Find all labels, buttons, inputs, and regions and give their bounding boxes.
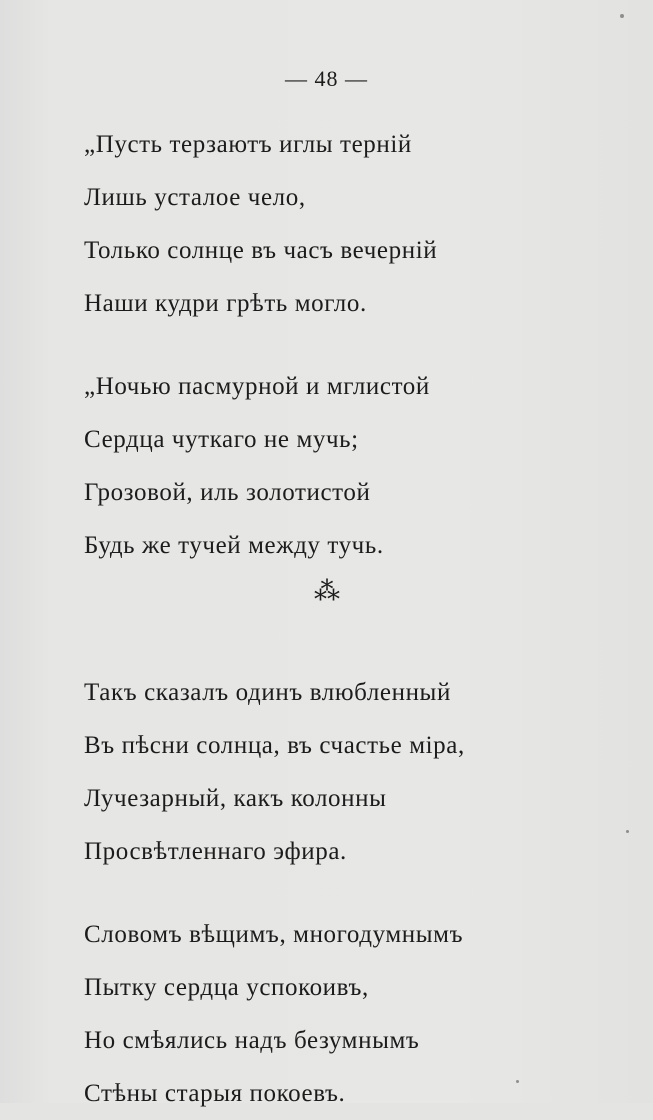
poem-line: Грозовой, иль золотистой: [84, 479, 371, 506]
poem-line: Но смѣялись надъ безумнымъ: [84, 1027, 420, 1054]
poem-line: Въ пѣсни солнца, въ счастье міра,: [84, 732, 465, 759]
poem-line: Только солнце въ часъ вечерній: [84, 237, 438, 264]
stanza-2: [84, 360, 604, 572]
poem-line: Лишь усталое чело,: [84, 184, 306, 211]
poem-line: Наши кудри грѣть могло.: [84, 290, 367, 317]
stanza-4: [84, 908, 604, 1120]
stanza-gap: [84, 878, 604, 908]
poem-line: Сердца чуткаго не мучь;: [84, 426, 359, 453]
poem-line: „Ночью пасмурной и мглистой: [84, 373, 430, 400]
poem-line: Словомъ вѣщимъ, многодумнымъ: [84, 921, 464, 948]
poem-line: Стѣны старыя покоевъ.: [84, 1080, 346, 1107]
stanza-3: [84, 666, 604, 878]
poem-line: Просвѣтленнаго эфира.: [84, 838, 347, 865]
stanza-1: [84, 118, 604, 330]
poem-line: Такъ сказалъ одинъ влюбленный: [84, 679, 451, 706]
paper-speck: [516, 1080, 519, 1083]
asterism-divider: ⁂: [314, 577, 340, 606]
poem-line: Будь же тучей между тучь.: [84, 532, 384, 559]
poem: [84, 118, 604, 1120]
poem-line: „Пусть терзаютъ иглы терній: [84, 131, 412, 158]
poem-line: Лучезарный, какъ колонны: [84, 785, 387, 812]
poem-line: Пытку сердца успокоивъ,: [84, 974, 369, 1001]
paper-speck: [620, 14, 624, 18]
stanza-gap: [84, 330, 604, 360]
page-number: — 48 —: [285, 66, 368, 91]
paper-speck: [626, 830, 629, 833]
